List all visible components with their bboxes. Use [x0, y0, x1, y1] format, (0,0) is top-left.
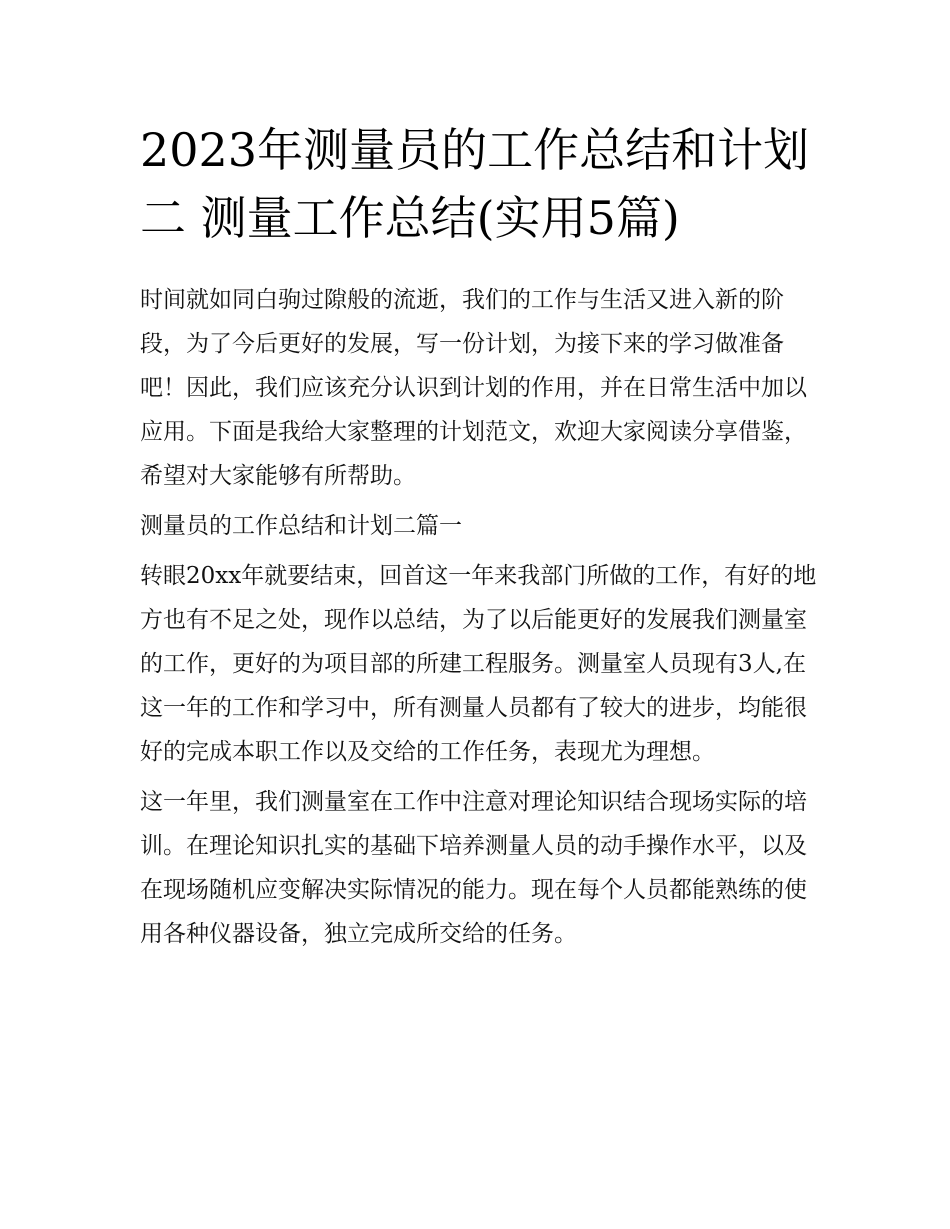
paragraph-summary: 转眼20xx年就要结束，回首这一年来我部门所做的工作，有好的地方也有不足之处，现作以总结，为了以后能更好的发展我们测量室的工作，更好的为项目部的所建工程服务。测量室人员现有3人,在这一年的工作和学习中，所有测量人员都有了较大的进步，均能很好的完成本职工作以及交给的工作任务，表现尤为理想。 — [140, 563, 817, 765]
paragraph-intro: 时间就如同白驹过隙般的流逝，我们的工作与生活又进入新的阶段，为了今后更好的发展，写一份计划，为接下来的学习做准备吧！因此，我们应该充分认识到计划的作用，并在日常生活中加以应用。下面是我给大家整理的计划范文，欢迎大家阅读分享借鉴，希望对大家能够有所帮助。 — [140, 287, 807, 489]
paragraph-training: 这一年里，我们测量室在工作中注意对理论知识结合现场实际的培训。在理论知识扎实的基础下培养测量人员的动手操作水平，以及在现场随机应变解决实际情况的能力。现在每个人员都能熟练的使用各种仪器设备，独立完成所交给的任务。 — [140, 789, 807, 947]
document-title: 2023年测量员的工作总结和计划二 测量工作总结(实用5篇) — [140, 123, 810, 245]
document-body — [140, 278, 820, 956]
section-heading: 测量员的工作总结和计划二篇一 — [140, 513, 462, 539]
